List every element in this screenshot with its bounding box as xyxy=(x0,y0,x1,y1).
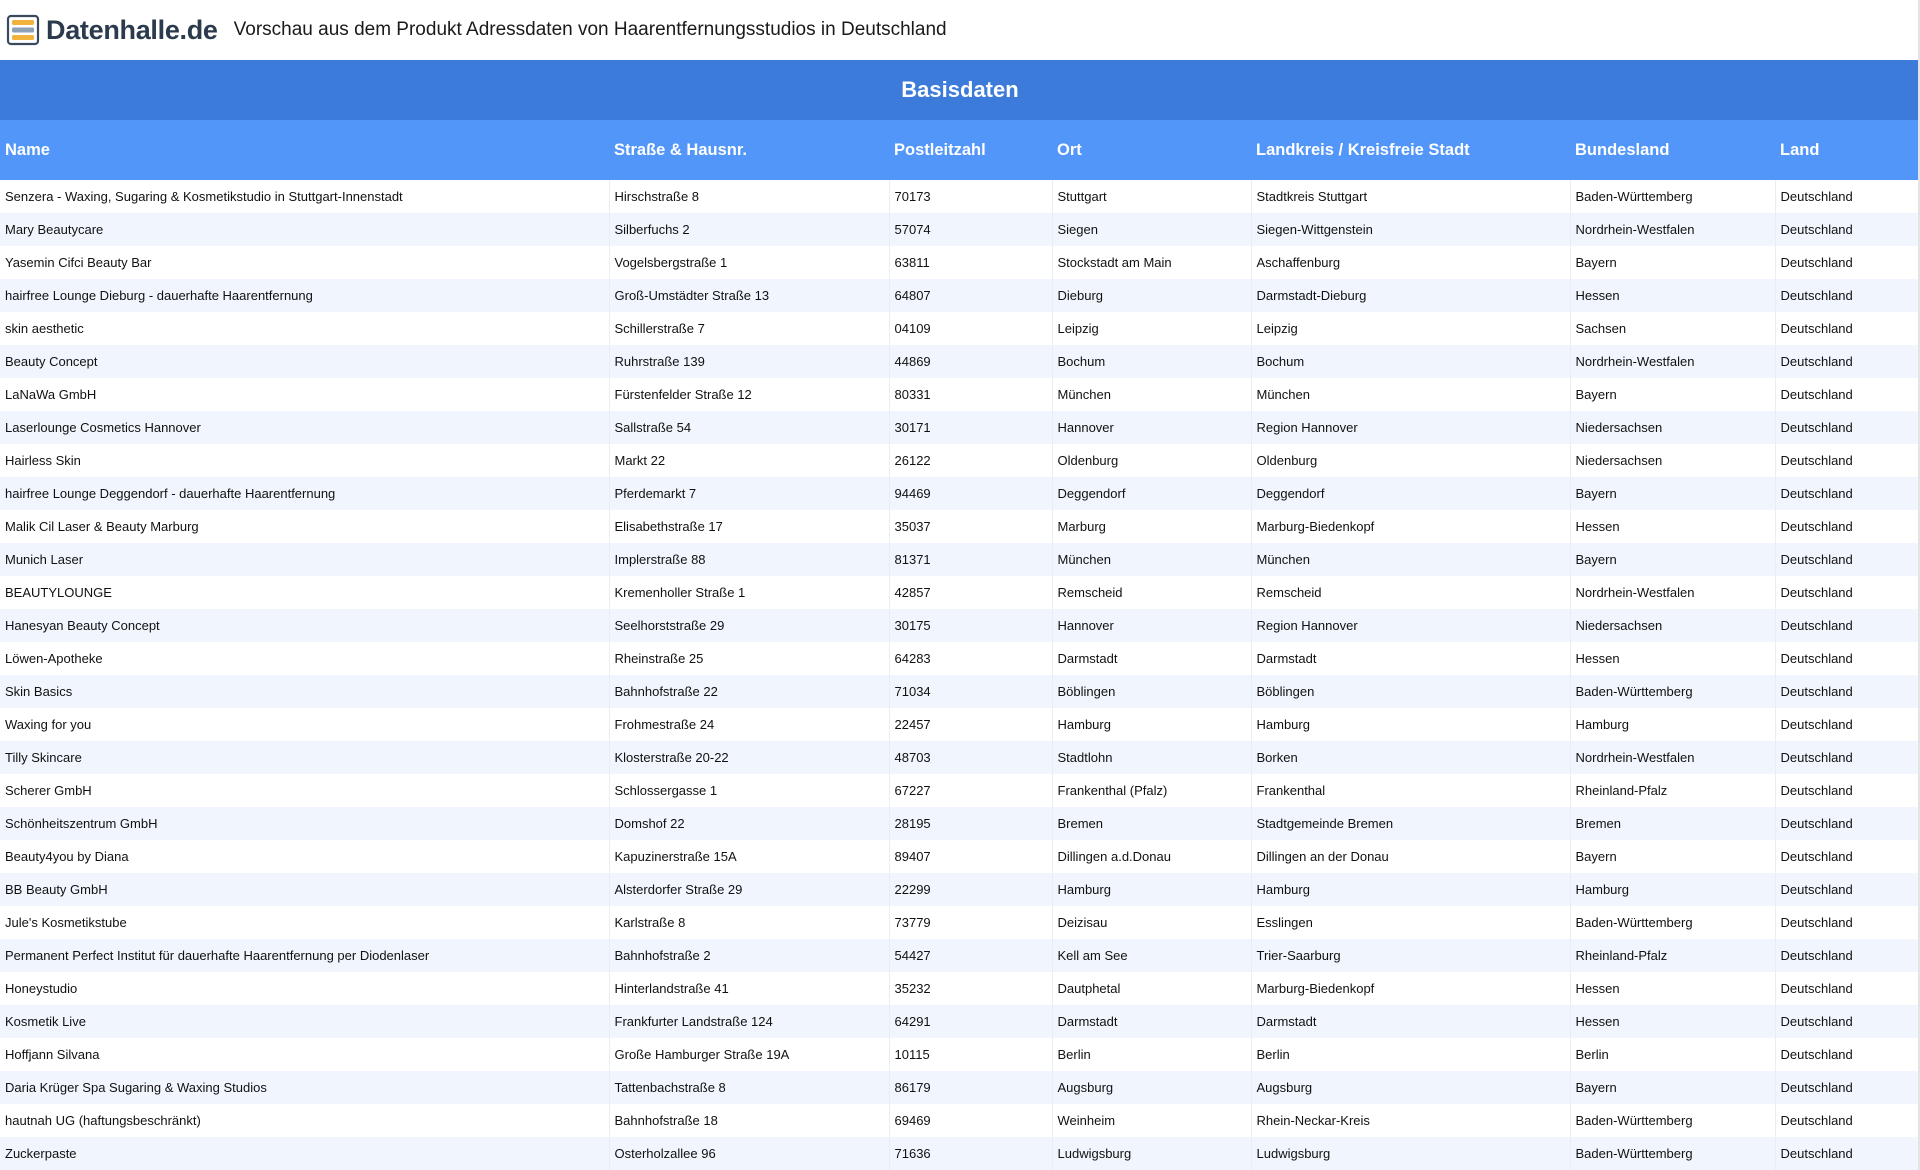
cell-district: Hamburg xyxy=(1251,708,1570,741)
cell-name: Yasemin Cifci Beauty Bar xyxy=(0,246,609,279)
table-row xyxy=(0,246,1920,279)
cell-district: Aschaffenburg xyxy=(1251,246,1570,279)
cell-city: Dieburg xyxy=(1052,279,1251,312)
cell-city: Dillingen a.d.Donau xyxy=(1052,840,1251,873)
cell-district: Marburg-Biedenkopf xyxy=(1251,510,1570,543)
cell-city: Hamburg xyxy=(1052,873,1251,906)
cell-state: Hessen xyxy=(1570,642,1775,675)
cell-name: Beauty4you by Diana xyxy=(0,840,609,873)
cell-state: Nordrhein-Westfalen xyxy=(1570,576,1775,609)
cell-city: Darmstadt xyxy=(1052,642,1251,675)
cell-country: Deutschland xyxy=(1775,741,1920,774)
cell-street: Pferdemarkt 7 xyxy=(609,477,889,510)
table-row xyxy=(0,906,1920,939)
cell-city: Böblingen xyxy=(1052,675,1251,708)
cell-postcode: 64291 xyxy=(889,1005,1052,1038)
cell-street: Hinterlandstraße 41 xyxy=(609,972,889,1005)
cell-street: Bahnhofstraße 18 xyxy=(609,1104,889,1137)
cell-postcode: 22457 xyxy=(889,708,1052,741)
cell-name: Hanesyan Beauty Concept xyxy=(0,609,609,642)
cell-street: Bahnhofstraße 2 xyxy=(609,939,889,972)
cell-city: Dautphetal xyxy=(1052,972,1251,1005)
header-state: Bundesland xyxy=(1570,120,1775,180)
cell-name: Daria Krüger Spa Sugaring & Waxing Studios xyxy=(0,1071,609,1104)
address-table xyxy=(0,120,1920,1170)
cell-postcode: 44869 xyxy=(889,345,1052,378)
cell-name: Hairless Skin xyxy=(0,444,609,477)
cell-country: Deutschland xyxy=(1775,378,1920,411)
cell-state: Baden-Württemberg xyxy=(1570,675,1775,708)
cell-street: Bahnhofstraße 22 xyxy=(609,675,889,708)
header-name: Name xyxy=(0,120,609,180)
cell-city: Berlin xyxy=(1052,1038,1251,1071)
cell-state: Bayern xyxy=(1570,246,1775,279)
cell-district: Deggendorf xyxy=(1251,477,1570,510)
header-postcode: Postleitzahl xyxy=(889,120,1052,180)
cell-street: Karlstraße 8 xyxy=(609,906,889,939)
cell-state: Bayern xyxy=(1570,543,1775,576)
cell-district: Hamburg xyxy=(1251,873,1570,906)
cell-district: Darmstadt xyxy=(1251,1005,1570,1038)
cell-city: Marburg xyxy=(1052,510,1251,543)
cell-postcode: 42857 xyxy=(889,576,1052,609)
cell-postcode: 04109 xyxy=(889,312,1052,345)
cell-state: Niedersachsen xyxy=(1570,411,1775,444)
cell-state: Sachsen xyxy=(1570,312,1775,345)
cell-district: Region Hannover xyxy=(1251,609,1570,642)
cell-city: Hamburg xyxy=(1052,708,1251,741)
cell-district: Trier-Saarburg xyxy=(1251,939,1570,972)
cell-postcode: 63811 xyxy=(889,246,1052,279)
brand-logo[interactable] xyxy=(6,10,218,50)
header-country: Land xyxy=(1775,120,1920,180)
cell-country: Deutschland xyxy=(1775,246,1920,279)
cell-postcode: 80331 xyxy=(889,378,1052,411)
cell-city: Frankenthal (Pfalz) xyxy=(1052,774,1251,807)
cell-state: Hamburg xyxy=(1570,708,1775,741)
cell-country: Deutschland xyxy=(1775,1137,1920,1170)
cell-country: Deutschland xyxy=(1775,1104,1920,1137)
table-row xyxy=(0,1071,1920,1104)
cell-district: Frankenthal xyxy=(1251,774,1570,807)
cell-name: BB Beauty GmbH xyxy=(0,873,609,906)
cell-name: Munich Laser xyxy=(0,543,609,576)
cell-postcode: 81371 xyxy=(889,543,1052,576)
cell-name: Scherer GmbH xyxy=(0,774,609,807)
table-row xyxy=(0,378,1920,411)
cell-city: Darmstadt xyxy=(1052,1005,1251,1038)
cell-district: Stadtkreis Stuttgart xyxy=(1251,180,1570,213)
table-row xyxy=(0,939,1920,972)
cell-state: Bayern xyxy=(1570,477,1775,510)
cell-street: Hirschstraße 8 xyxy=(609,180,889,213)
cell-postcode: 10115 xyxy=(889,1038,1052,1071)
cell-country: Deutschland xyxy=(1775,972,1920,1005)
cell-street: Vogelsbergstraße 1 xyxy=(609,246,889,279)
table-row xyxy=(0,774,1920,807)
cell-state: Hessen xyxy=(1570,972,1775,1005)
cell-street: Tattenbachstraße 8 xyxy=(609,1071,889,1104)
cell-street: Schlossergasse 1 xyxy=(609,774,889,807)
cell-country: Deutschland xyxy=(1775,411,1920,444)
cell-country: Deutschland xyxy=(1775,180,1920,213)
cell-state: Nordrhein-Westfalen xyxy=(1570,741,1775,774)
cell-country: Deutschland xyxy=(1775,477,1920,510)
table-row xyxy=(0,477,1920,510)
header-city: Ort xyxy=(1052,120,1251,180)
cell-state: Hamburg xyxy=(1570,873,1775,906)
cell-name: Löwen-Apotheke xyxy=(0,642,609,675)
cell-district: Ludwigsburg xyxy=(1251,1137,1570,1170)
cell-street: Rheinstraße 25 xyxy=(609,642,889,675)
cell-city: Stockstadt am Main xyxy=(1052,246,1251,279)
cell-city: Oldenburg xyxy=(1052,444,1251,477)
table-row xyxy=(0,675,1920,708)
cell-city: Kell am See xyxy=(1052,939,1251,972)
cell-country: Deutschland xyxy=(1775,1038,1920,1071)
cell-postcode: 64807 xyxy=(889,279,1052,312)
cell-name: Skin Basics xyxy=(0,675,609,708)
cell-state: Bayern xyxy=(1570,840,1775,873)
table-row xyxy=(0,609,1920,642)
cell-street: Große Hamburger Straße 19A xyxy=(609,1038,889,1071)
table-row xyxy=(0,1137,1920,1170)
cell-district: Stadtgemeinde Bremen xyxy=(1251,807,1570,840)
cell-country: Deutschland xyxy=(1775,840,1920,873)
cell-country: Deutschland xyxy=(1775,774,1920,807)
cell-postcode: 67227 xyxy=(889,774,1052,807)
cell-name: Beauty Concept xyxy=(0,345,609,378)
cell-postcode: 26122 xyxy=(889,444,1052,477)
cell-state: Rheinland-Pfalz xyxy=(1570,939,1775,972)
cell-name: Permanent Perfect Institut für dauerhafte Haarentfernung per Diodenlaser xyxy=(0,939,609,972)
cell-district: Remscheid xyxy=(1251,576,1570,609)
cell-country: Deutschland xyxy=(1775,543,1920,576)
cell-state: Hessen xyxy=(1570,510,1775,543)
cell-street: Groß-Umstädter Straße 13 xyxy=(609,279,889,312)
cell-state: Niedersachsen xyxy=(1570,444,1775,477)
cell-street: Sallstraße 54 xyxy=(609,411,889,444)
cell-name: Kosmetik Live xyxy=(0,1005,609,1038)
cell-postcode: 35232 xyxy=(889,972,1052,1005)
cell-district: Esslingen xyxy=(1251,906,1570,939)
cell-state: Niedersachsen xyxy=(1570,609,1775,642)
table-row xyxy=(0,840,1920,873)
cell-district: Darmstadt xyxy=(1251,642,1570,675)
cell-state: Baden-Württemberg xyxy=(1570,180,1775,213)
cell-name: hautnah UG (haftungsbeschränkt) xyxy=(0,1104,609,1137)
cell-postcode: 54427 xyxy=(889,939,1052,972)
cell-name: Mary Beautycare xyxy=(0,213,609,246)
cell-country: Deutschland xyxy=(1775,213,1920,246)
cell-country: Deutschland xyxy=(1775,642,1920,675)
cell-district: München xyxy=(1251,378,1570,411)
table-row xyxy=(0,576,1920,609)
cell-country: Deutschland xyxy=(1775,279,1920,312)
table-row xyxy=(0,543,1920,576)
table-row xyxy=(0,213,1920,246)
cell-postcode: 48703 xyxy=(889,741,1052,774)
cell-city: Stuttgart xyxy=(1052,180,1251,213)
cell-city: München xyxy=(1052,543,1251,576)
cell-city: Augsburg xyxy=(1052,1071,1251,1104)
cell-district: Leipzig xyxy=(1251,312,1570,345)
cell-city: Deizisau xyxy=(1052,906,1251,939)
database-icon xyxy=(6,13,40,47)
cell-country: Deutschland xyxy=(1775,708,1920,741)
top-bar xyxy=(0,0,1920,60)
cell-district: Oldenburg xyxy=(1251,444,1570,477)
cell-district: Berlin xyxy=(1251,1038,1570,1071)
cell-state: Nordrhein-Westfalen xyxy=(1570,213,1775,246)
cell-district: Rhein-Neckar-Kreis xyxy=(1251,1104,1570,1137)
cell-country: Deutschland xyxy=(1775,807,1920,840)
cell-city: Stadtlohn xyxy=(1052,741,1251,774)
cell-state: Bayern xyxy=(1570,378,1775,411)
cell-district: Marburg-Biedenkopf xyxy=(1251,972,1570,1005)
cell-street: Fürstenfelder Straße 12 xyxy=(609,378,889,411)
cell-street: Klosterstraße 20-22 xyxy=(609,741,889,774)
cell-state: Hessen xyxy=(1570,1005,1775,1038)
cell-postcode: 71636 xyxy=(889,1137,1052,1170)
cell-city: Ludwigsburg xyxy=(1052,1137,1251,1170)
cell-name: Malik Cil Laser & Beauty Marburg xyxy=(0,510,609,543)
cell-name: LaNaWa GmbH xyxy=(0,378,609,411)
table-row xyxy=(0,312,1920,345)
cell-name: skin aesthetic xyxy=(0,312,609,345)
cell-postcode: 35037 xyxy=(889,510,1052,543)
cell-postcode: 73779 xyxy=(889,906,1052,939)
table-row xyxy=(0,873,1920,906)
cell-postcode: 70173 xyxy=(889,180,1052,213)
cell-district: Darmstadt-Dieburg xyxy=(1251,279,1570,312)
cell-city: Remscheid xyxy=(1052,576,1251,609)
header-street: Straße & Hausnr. xyxy=(609,120,889,180)
cell-country: Deutschland xyxy=(1775,345,1920,378)
cell-street: Domshof 22 xyxy=(609,807,889,840)
table-row xyxy=(0,1038,1920,1071)
cell-name: Hoffjann Silvana xyxy=(0,1038,609,1071)
table-row xyxy=(0,642,1920,675)
cell-city: Hannover xyxy=(1052,609,1251,642)
table-row xyxy=(0,345,1920,378)
table-row xyxy=(0,708,1920,741)
table-row xyxy=(0,279,1920,312)
cell-state: Nordrhein-Westfalen xyxy=(1570,345,1775,378)
cell-district: Bochum xyxy=(1251,345,1570,378)
cell-country: Deutschland xyxy=(1775,906,1920,939)
cell-name: hairfree Lounge Dieburg - dauerhafte Haarentfernung xyxy=(0,279,609,312)
cell-district: Dillingen an der Donau xyxy=(1251,840,1570,873)
cell-country: Deutschland xyxy=(1775,873,1920,906)
cell-postcode: 30175 xyxy=(889,609,1052,642)
cell-city: München xyxy=(1052,378,1251,411)
cell-country: Deutschland xyxy=(1775,510,1920,543)
cell-city: Weinheim xyxy=(1052,1104,1251,1137)
cell-state: Baden-Württemberg xyxy=(1570,1104,1775,1137)
cell-postcode: 89407 xyxy=(889,840,1052,873)
cell-name: Waxing for you xyxy=(0,708,609,741)
cell-state: Hessen xyxy=(1570,279,1775,312)
cell-name: Tilly Skincare xyxy=(0,741,609,774)
cell-country: Deutschland xyxy=(1775,312,1920,345)
table-row xyxy=(0,807,1920,840)
table-row xyxy=(0,1005,1920,1038)
cell-state: Bayern xyxy=(1570,1071,1775,1104)
cell-city: Bochum xyxy=(1052,345,1251,378)
cell-street: Elisabethstraße 17 xyxy=(609,510,889,543)
cell-country: Deutschland xyxy=(1775,1071,1920,1104)
cell-district: Siegen-Wittgenstein xyxy=(1251,213,1570,246)
cell-state: Bremen xyxy=(1570,807,1775,840)
cell-street: Seelhorststraße 29 xyxy=(609,609,889,642)
page-title: Vorschau aus dem Produkt Adressdaten von Haarentfernungsstudios in Deutschland xyxy=(233,19,947,40)
cell-postcode: 86179 xyxy=(889,1071,1052,1104)
cell-district: Böblingen xyxy=(1251,675,1570,708)
cell-city: Hannover xyxy=(1052,411,1251,444)
cell-state: Baden-Württemberg xyxy=(1570,906,1775,939)
table-row xyxy=(0,741,1920,774)
cell-name: Honeystudio xyxy=(0,972,609,1005)
cell-postcode: 94469 xyxy=(889,477,1052,510)
cell-district: München xyxy=(1251,543,1570,576)
cell-street: Markt 22 xyxy=(609,444,889,477)
cell-district: Borken xyxy=(1251,741,1570,774)
cell-street: Schillerstraße 7 xyxy=(609,312,889,345)
cell-country: Deutschland xyxy=(1775,444,1920,477)
table-row xyxy=(0,444,1920,477)
cell-street: Osterholzallee 96 xyxy=(609,1137,889,1170)
cell-postcode: 22299 xyxy=(889,873,1052,906)
cell-postcode: 64283 xyxy=(889,642,1052,675)
cell-state: Baden-Württemberg xyxy=(1570,1137,1775,1170)
cell-state: Berlin xyxy=(1570,1038,1775,1071)
cell-street: Alsterdorfer Straße 29 xyxy=(609,873,889,906)
cell-street: Kremenholler Straße 1 xyxy=(609,576,889,609)
cell-city: Siegen xyxy=(1052,213,1251,246)
cell-street: Frohmestraße 24 xyxy=(609,708,889,741)
table-row xyxy=(0,1104,1920,1137)
cell-district: Augsburg xyxy=(1251,1071,1570,1104)
cell-name: Senzera - Waxing, Sugaring & Kosmetikstudio in Stuttgart-Innenstadt xyxy=(0,180,609,213)
cell-street: Implerstraße 88 xyxy=(609,543,889,576)
cell-country: Deutschland xyxy=(1775,576,1920,609)
cell-postcode: 28195 xyxy=(889,807,1052,840)
table-row xyxy=(0,411,1920,444)
cell-country: Deutschland xyxy=(1775,1005,1920,1038)
brand-name: Datenhalle.de xyxy=(46,14,218,45)
cell-country: Deutschland xyxy=(1775,609,1920,642)
section-title: Basisdaten xyxy=(0,60,1920,120)
cell-name: Laserlounge Cosmetics Hannover xyxy=(0,411,609,444)
table-row xyxy=(0,180,1920,213)
cell-name: BEAUTYLOUNGE xyxy=(0,576,609,609)
table-body xyxy=(0,180,1920,1170)
cell-country: Deutschland xyxy=(1775,675,1920,708)
cell-name: Zuckerpaste xyxy=(0,1137,609,1170)
cell-state: Rheinland-Pfalz xyxy=(1570,774,1775,807)
cell-name: hairfree Lounge Deggendorf - dauerhafte Haarentfernung xyxy=(0,477,609,510)
cell-city: Leipzig xyxy=(1052,312,1251,345)
cell-street: Kapuzinerstraße 15A xyxy=(609,840,889,873)
cell-country: Deutschland xyxy=(1775,939,1920,972)
cell-name: Jule's Kosmetikstube xyxy=(0,906,609,939)
cell-postcode: 57074 xyxy=(889,213,1052,246)
table-header-row xyxy=(0,120,1920,180)
cell-city: Deggendorf xyxy=(1052,477,1251,510)
header-district: Landkreis / Kreisfreie Stadt xyxy=(1251,120,1570,180)
table-row xyxy=(0,510,1920,543)
cell-city: Bremen xyxy=(1052,807,1251,840)
cell-street: Ruhrstraße 139 xyxy=(609,345,889,378)
cell-postcode: 69469 xyxy=(889,1104,1052,1137)
cell-district: Region Hannover xyxy=(1251,411,1570,444)
cell-name: Schönheitszentrum GmbH xyxy=(0,807,609,840)
cell-postcode: 71034 xyxy=(889,675,1052,708)
cell-street: Frankfurter Landstraße 124 xyxy=(609,1005,889,1038)
cell-postcode: 30171 xyxy=(889,411,1052,444)
cell-street: Silberfuchs 2 xyxy=(609,213,889,246)
table-row xyxy=(0,972,1920,1005)
